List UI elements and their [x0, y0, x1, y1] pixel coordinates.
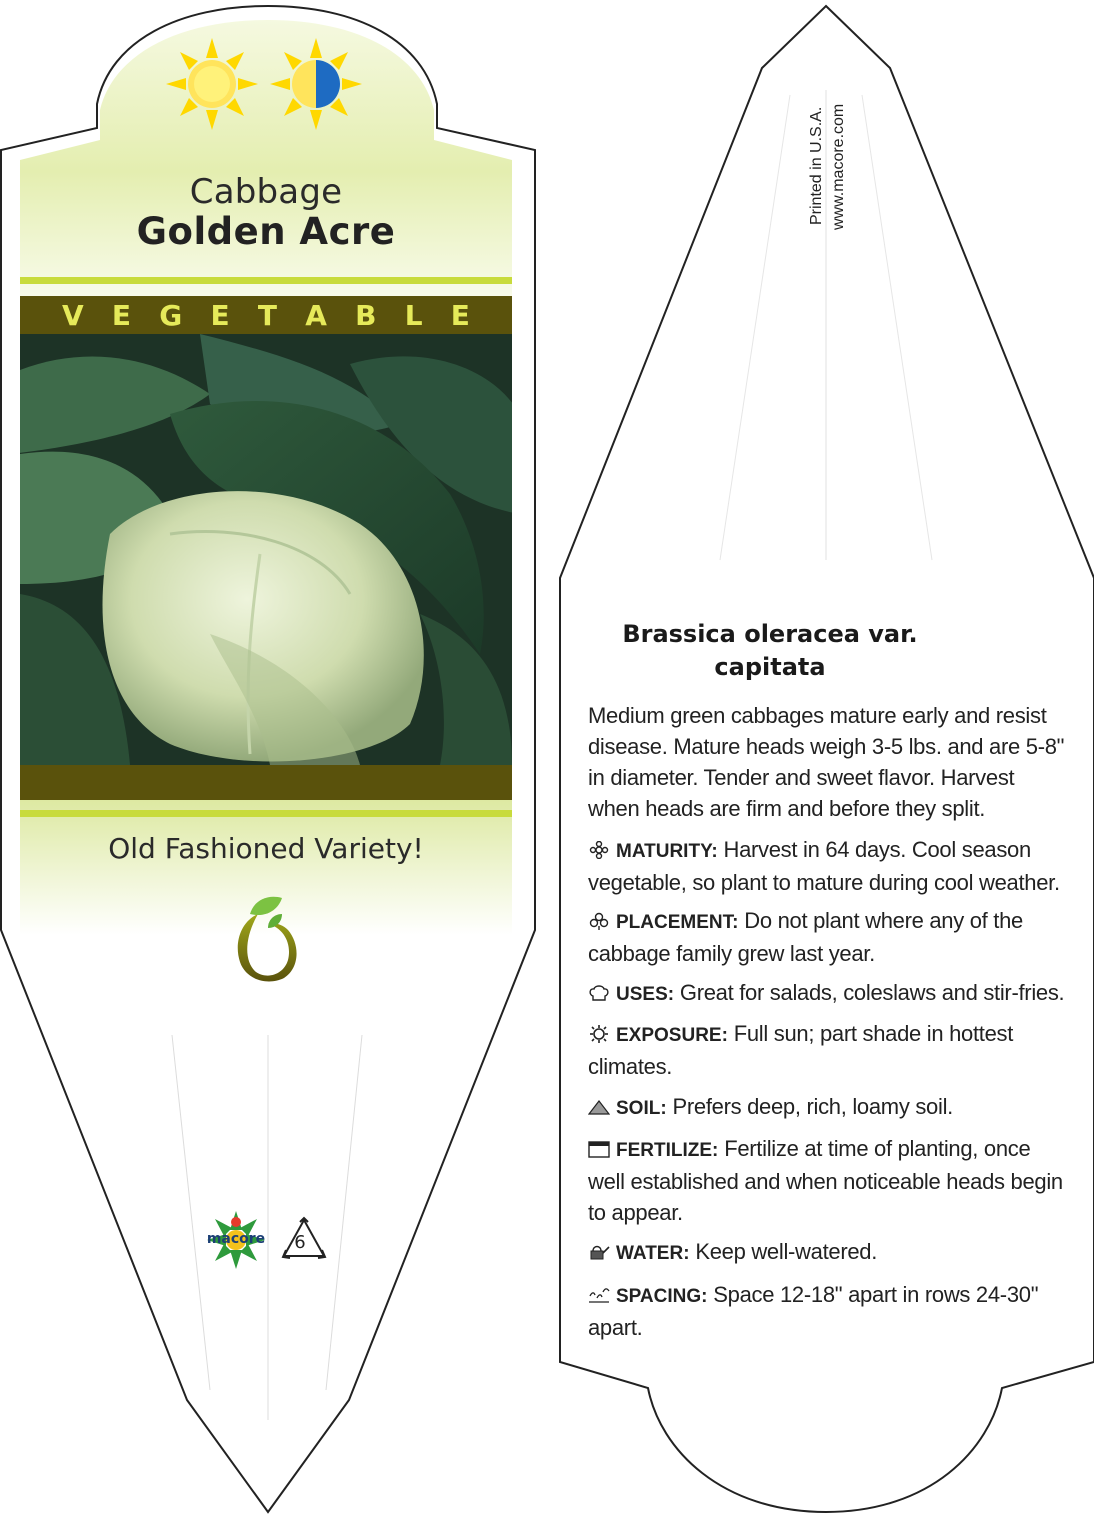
detail-uses — [588, 977, 1072, 1010]
flower-cluster-icon — [588, 912, 610, 930]
category-letter: G — [159, 298, 183, 332]
accent-line-bottom — [20, 810, 512, 817]
watering-can-icon — [588, 1243, 610, 1261]
category-label — [20, 296, 512, 334]
water-text: Keep well-watered. — [695, 1239, 878, 1264]
spacing-plants-icon — [588, 1286, 610, 1304]
detail-maturity — [588, 834, 1072, 898]
part-sun-icon — [268, 36, 364, 132]
cabbage-photo — [20, 334, 512, 765]
leaf-swirl-logo — [228, 892, 308, 992]
tagline: Old Fashioned Variety! — [108, 832, 424, 865]
website: www.macore.com — [830, 103, 847, 230]
botanical-name-line2: capitata — [714, 653, 826, 681]
detail-spacing — [588, 1279, 1072, 1343]
botanical-name — [570, 618, 970, 684]
npk-fertilizer-icon — [588, 1140, 610, 1158]
category-letter: L — [404, 298, 423, 332]
recycle-code: 6 — [294, 1232, 306, 1253]
uses-text: Great for salads, coleslaws and stir-fries. — [679, 980, 1065, 1005]
accent-line-top — [20, 277, 512, 284]
fertilize-text: Fertilize at time of planting, once well established and when noticeable heads begin to appear. — [588, 1136, 1063, 1225]
category-letter: E — [210, 298, 230, 332]
bottom-band — [20, 765, 512, 800]
category-letter: B — [355, 298, 377, 332]
category-letter: T — [257, 298, 277, 332]
full-sun-icon — [164, 36, 260, 132]
detail-exposure — [588, 1018, 1072, 1082]
printer-info — [808, 60, 848, 230]
detail-fertilize — [588, 1133, 1072, 1228]
description: Medium green cabbages mature early and resist disease. Mature heads weigh 3-5 lbs. and are 5-8" in diameter. Tender and sweet flavor. Harvest when heads are firm and before they split. — [588, 703, 1065, 821]
soil-pile-icon — [588, 1098, 610, 1116]
soil-label: SOIL: — [616, 1098, 667, 1119]
detail-water — [588, 1236, 1072, 1269]
placement-text: Do not plant where any of the cabbage family grew last year. — [588, 908, 1023, 966]
placement-label: PLACEMENT: — [616, 912, 739, 933]
botanical-name-line1: Brassica oleracea var. — [622, 620, 918, 648]
category-letter: E — [450, 298, 470, 332]
common-name: Cabbage — [189, 172, 343, 212]
spacing-label: SPACING: — [616, 1286, 708, 1307]
maturity-label: MATURITY: — [616, 841, 718, 862]
variety-name: Golden Acre — [136, 210, 396, 253]
flower-icon — [588, 841, 610, 859]
soil-text: Prefers deep, rich, loamy soil. — [672, 1094, 953, 1119]
exposure-label: EXPOSURE: — [616, 1025, 728, 1046]
detail-soil — [588, 1091, 1072, 1124]
chef-hat-icon — [588, 984, 610, 1002]
printed-in: Printed in U.S.A. — [808, 106, 825, 225]
category-letter: E — [111, 298, 132, 332]
category-letter: V — [62, 298, 84, 332]
spacing-text: Space 12-18" apart in rows 24-30" apart. — [588, 1282, 1039, 1340]
water-label: WATER: — [616, 1243, 690, 1264]
detail-placement — [588, 905, 1072, 969]
category-letter: A — [305, 298, 327, 332]
maturity-text: Harvest in 64 days. Cool season vegetable, so plant to mature during cool weather. — [588, 837, 1060, 895]
brand-name: macore — [206, 1231, 266, 1247]
uses-label: USES: — [616, 984, 675, 1005]
sun-outline-icon — [588, 1025, 610, 1043]
fertilize-label: FERTILIZE: — [616, 1140, 719, 1161]
exposure-text: Full sun; part shade in hottest climates. — [588, 1021, 1014, 1079]
